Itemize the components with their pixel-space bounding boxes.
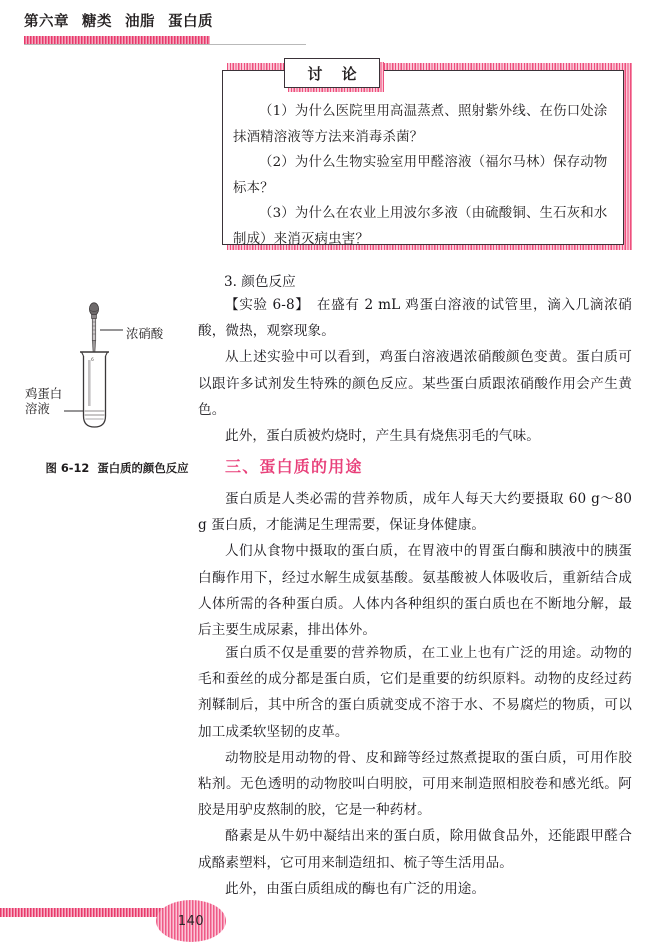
header-rule-stripe <box>24 36 210 44</box>
figure-label-nitric-acid: 浓硝酸 <box>126 326 164 341</box>
footer-stripe-bar <box>0 908 178 917</box>
discussion-question-2: （2）为什么生物实验室用甲醛溶液（福尔马林）保存动物标本？ <box>233 155 608 196</box>
discussion-question-3: （3）为什么在农业上用波尔多液（由硫酸铜、生石灰和水制成）来消灭病虫害？ <box>233 206 608 247</box>
body-text-block-lower <box>198 640 632 902</box>
discussion-box <box>222 58 632 250</box>
experiment-paragraph: 【实验 6-8】 在盛有 2 mL 鸡蛋白溶液的试管里，滴入几滴浓硝酸，微热，观察现象。 <box>198 297 632 340</box>
figure-label-egg-white-solution <box>25 386 62 416</box>
figure-caption <box>32 460 202 476</box>
page-number: 140 <box>177 913 205 929</box>
page-number-badge <box>156 900 226 942</box>
header-rule <box>24 36 306 45</box>
subsection-number: 3. 颜色反应 <box>224 274 296 290</box>
body-paragraph-4: 动物胶是用动物的骨、皮和蹄等经过熬煮提取的蛋白质，可用作胶粘剂。无色透明的动物胶叫白明胶，可用来制造照相胶卷和感光纸。阿胶是用驴皮熬制的胶，它是一种药材。 <box>198 749 632 819</box>
figure-caption-text: 蛋白质的颜色反应 <box>97 461 189 475</box>
running-head-topic-1: 油脂 <box>125 14 155 30</box>
test-tube-illustration <box>22 300 197 460</box>
subsection-paragraph-2: 此外，蛋白质被灼烧时，产生具有烧焦羽毛的气味。 <box>225 428 540 445</box>
body-paragraph-3: 蛋白质不仅是重要的营养物质，在工业上也有广泛的用途。动物的毛和蚕丝的成分都是蛋白质，它们是重要的纺织原料。动物的皮经过药剂鞣制后，其中所含的蛋白质就变成不溶于水、不易腐烂的物质，可以加工成柔软坚韧的皮革。 <box>198 645 632 740</box>
figure-label-egg-white-line2: 溶液 <box>25 401 50 416</box>
svg-text:6: 6 <box>91 358 94 363</box>
running-head-topic-2: 蛋白质 <box>168 14 213 30</box>
running-head-topic-0: 糖类 <box>82 14 112 30</box>
discussion-box-body <box>233 99 615 252</box>
body-paragraph-1: 蛋白质是人类必需的营养物质，成年人每天大约要摄取 60 g～80 g 蛋白质，才能满足生理需要，保证身体健康。 <box>198 491 632 534</box>
body-paragraph-5: 酪素是从牛奶中凝结出来的蛋白质，除用做食品外，还能跟甲醛合成酪素塑料，它可用来制造纽扣、梳子等生活用品。 <box>198 828 632 871</box>
body-paragraph-2: 人们从食物中摄取的蛋白质，在胃液中的胃蛋白酶和胰液中的胰蛋白酶作用下，经过水解生成氨基酸。氨基酸被人体吸收后，重新结合成人体所需的各种蛋白质。人体内各种组织的蛋白质也在不断地分解，最后主要生成尿素，排出体外。 <box>198 543 632 639</box>
discussion-tab-label: 讨 论 <box>284 58 380 88</box>
subsection-paragraph-1: 从上述实验中可以看到，鸡蛋白溶液遇浓硝酸颜色变黄。蛋白质可以跟许多试剂发生特殊的颜色反应。某些蛋白质跟浓硝酸作用会产生黄色。 <box>198 349 632 418</box>
figure-6-12 <box>22 300 197 490</box>
figure-label-egg-white-line1: 鸡蛋白 <box>25 386 63 401</box>
running-head <box>24 10 213 31</box>
running-head-chapter: 第六章 <box>24 14 69 30</box>
body-text-block-upper <box>198 486 632 643</box>
discussion-box-frame <box>222 70 624 245</box>
subsection-text-block <box>198 292 632 449</box>
section-heading: 三、蛋白质的用途 <box>225 457 363 476</box>
body-paragraph-6: 此外，由蛋白质组成的酶也有广泛的用途。 <box>225 880 486 897</box>
figure-caption-number: 图 6-12 <box>45 461 90 475</box>
discussion-question-1: （1）为什么医院里用高温蒸煮、照射紫外线、在伤口处涂抹酒精溶液等方法来消毒杀菌？ <box>233 104 608 145</box>
